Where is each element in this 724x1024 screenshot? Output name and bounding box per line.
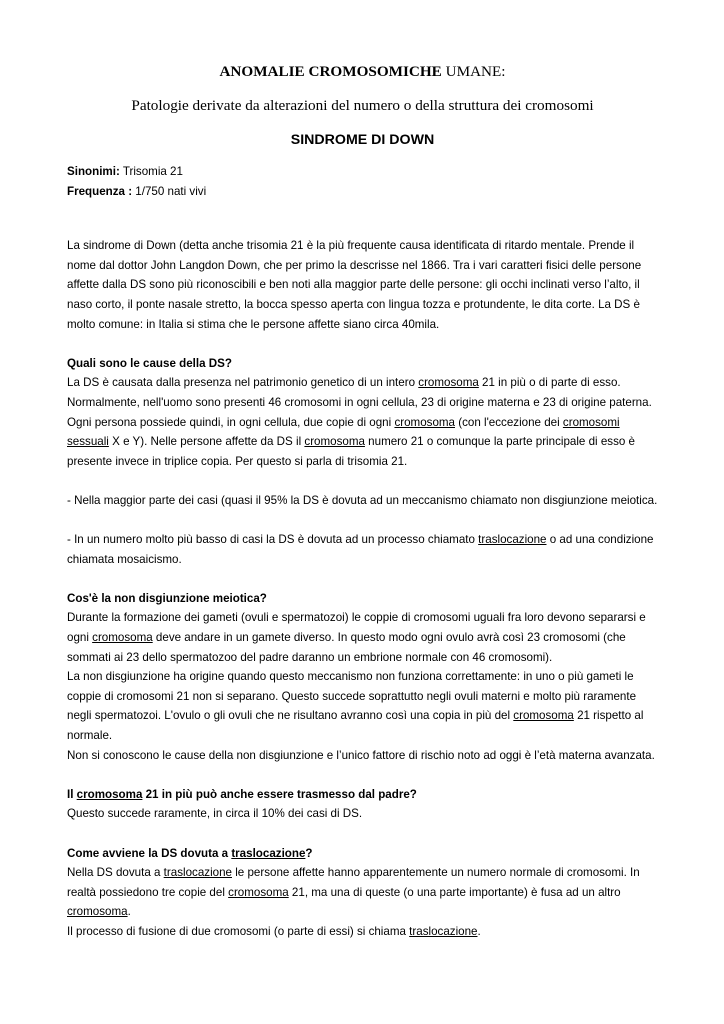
link-traslocazione[interactable]: traslocazione	[409, 924, 478, 938]
text-span: le persone affette hanno apparentemente un numero normale di cromosomi. In realtà possiedono tre copie del	[67, 866, 640, 899]
text-span: La non disgiunzione ha origine quando questo meccanismo non funziona correttamente: in uno o più gameti le coppie di cromosomi 21 non si separano. Questo succede soprattutto negli ovuli materni e molto più raramente negli spermatozoi. L'ovulo o gli ovuli che ne risultano avranno così una copia in più del	[67, 670, 637, 723]
text-span: .	[477, 924, 481, 938]
father-section	[67, 785, 658, 824]
frequency-label: Frequenza :	[67, 184, 133, 198]
text-span: - In un numero molto più basso di casi la DS è dovuta ad un processo chiamato	[67, 533, 479, 547]
meta-block	[67, 162, 658, 201]
link-traslocazione[interactable]: traslocazione	[163, 866, 232, 880]
text-span: Durante la formazione dei gameti (ovuli e spermatozoi) le coppie di cromosomi uguali fra loro devono separarsi e ogni	[67, 611, 646, 645]
synonyms-row	[67, 162, 658, 182]
translocation-heading	[67, 844, 658, 864]
section-title: SINDROME DI DOWN	[290, 132, 435, 148]
nondisjunction-paragraph-3: Non si conoscono le cause della non disgiunzione e l’unico fattore di rischio noto ad oggi è l’età materna avanzata.	[67, 748, 655, 762]
text-span: Come avviene la DS dovuta a	[67, 846, 232, 860]
link-traslocazione[interactable]: traslocazione	[478, 533, 547, 547]
text-span: numero 21 o comunque la parte principale di esso è presente invece in triplice copia. Per questo si parla di trisomia 21.	[67, 435, 635, 468]
link-traslocazione[interactable]: traslocazione	[231, 846, 306, 860]
text-span: La DS è causata dalla presenza nel patrimonio genetico di un intero	[67, 376, 419, 390]
text-span: (con l'eccezione dei	[455, 415, 563, 429]
link-cromosoma[interactable]: cromosoma	[228, 885, 289, 899]
text-span: ?	[305, 846, 313, 860]
causes-paragraph	[67, 373, 658, 471]
text-span: 21 in più o di parte di esso. Normalmente, nell'uomo sono presenti 46 cromosomi in ogni cellula, 23 di origine materna e 23 di origine paterna. Ogni persona possiede quindi, in ogni cellula, due copie di ogni	[67, 376, 652, 429]
synonyms-label: Sinonimi:	[67, 165, 120, 178]
translocation-paragraph-2	[67, 922, 658, 942]
nondisjunction-section	[67, 589, 658, 765]
link-cromosoma[interactable]: cromosoma	[67, 905, 128, 919]
link-cromosoma[interactable]: cromosoma	[92, 631, 153, 645]
causes-heading-text: Quali sono le cause della DS?	[67, 356, 232, 370]
text-span: .	[127, 905, 131, 919]
text-span: Il	[67, 787, 77, 801]
text-span: deve andare in un gamete diverso. In questo modo ogni ovulo avrà così 23 cromosomi (che sommati ai 23 dello spermatozoo del padre daranno un embrione normale con 46 cromosomi).	[67, 631, 626, 664]
father-paragraph: Questo succede raramente, in circa il 10% dei casi di DS.	[67, 807, 363, 821]
link-cromosoma[interactable]: cromosoma	[513, 709, 574, 723]
nondisjunction-heading-text: Cos'è la non disgiunzione meiotica?	[67, 591, 267, 605]
text-span: Nella DS dovuta a	[67, 866, 164, 880]
text-span: 21, ma una di queste (o una parte importante) è fusa ad un altro	[288, 885, 621, 899]
title-bold: ANOMALIE CROMOSOMICHE	[219, 63, 442, 80]
causes-bullet-1: - Nella maggior parte dei casi (quasi il 95% la DS è dovuta ad un meccanismo chiamato non disgiunzione meiotica.	[67, 493, 658, 507]
link-cromosomi-sessuali[interactable]: cromosomi sessuali	[67, 415, 620, 449]
text-span: 21 rispetto al normale.	[67, 709, 644, 743]
nondisjunction-paragraph-1	[67, 608, 658, 667]
link-cromosoma[interactable]: cromosoma	[76, 787, 143, 801]
link-cromosoma[interactable]: cromosoma	[418, 376, 479, 390]
translocation-section	[67, 844, 658, 942]
link-cromosoma[interactable]: cromosoma	[304, 435, 365, 449]
causes-section	[67, 354, 658, 570]
translocation-paragraph-1	[67, 863, 658, 922]
father-heading	[67, 785, 658, 805]
intro-paragraph: La sindrome di Down (detta anche trisomia 21 è la più frequente causa identificata di ritardo mentale. Prende il nome dal dottor John Langdon Down, che per primo la descrisse nel 1866. Tra i vari caratteri fisici delle persone affette dalla DS sono più riconoscibili e ben noti alla maggior parte delle persone: gli occhi inclinati verso l’alto, il naso corto, il ponte nasale stretto, la bocca spesso aperta con lingua tozza e protundente, le dita corte. La DS è molto comune: in Italia si stima che le persone affette siano circa 40mila.	[67, 239, 642, 331]
document-subtitle: Patologie derivate da alterazioni del numero o della struttura dei cromosomi	[131, 97, 594, 114]
title-rest: UMANE:	[441, 63, 506, 80]
frequency-value: 1/750 nati vivi	[132, 184, 207, 198]
text-span: 21 in più può anche essere trasmesso dal padre?	[142, 787, 417, 801]
text-span: X e Y). Nelle persone affette da DS il	[108, 435, 305, 449]
causes-heading	[67, 354, 658, 374]
text-span: o ad una condizione chiamata mosaicismo.	[67, 533, 654, 566]
nondisjunction-heading	[67, 589, 658, 609]
frequency-row	[67, 182, 658, 202]
text-span: Il processo di fusione di due cromosomi (o parte di essi) si chiama	[67, 924, 410, 938]
link-cromosoma[interactable]: cromosoma	[394, 415, 455, 429]
causes-bullet-2	[67, 530, 658, 569]
synonyms-value: Trisomia 21	[119, 165, 183, 178]
nondisjunction-paragraph-2	[67, 667, 658, 745]
document-title	[67, 62, 658, 82]
